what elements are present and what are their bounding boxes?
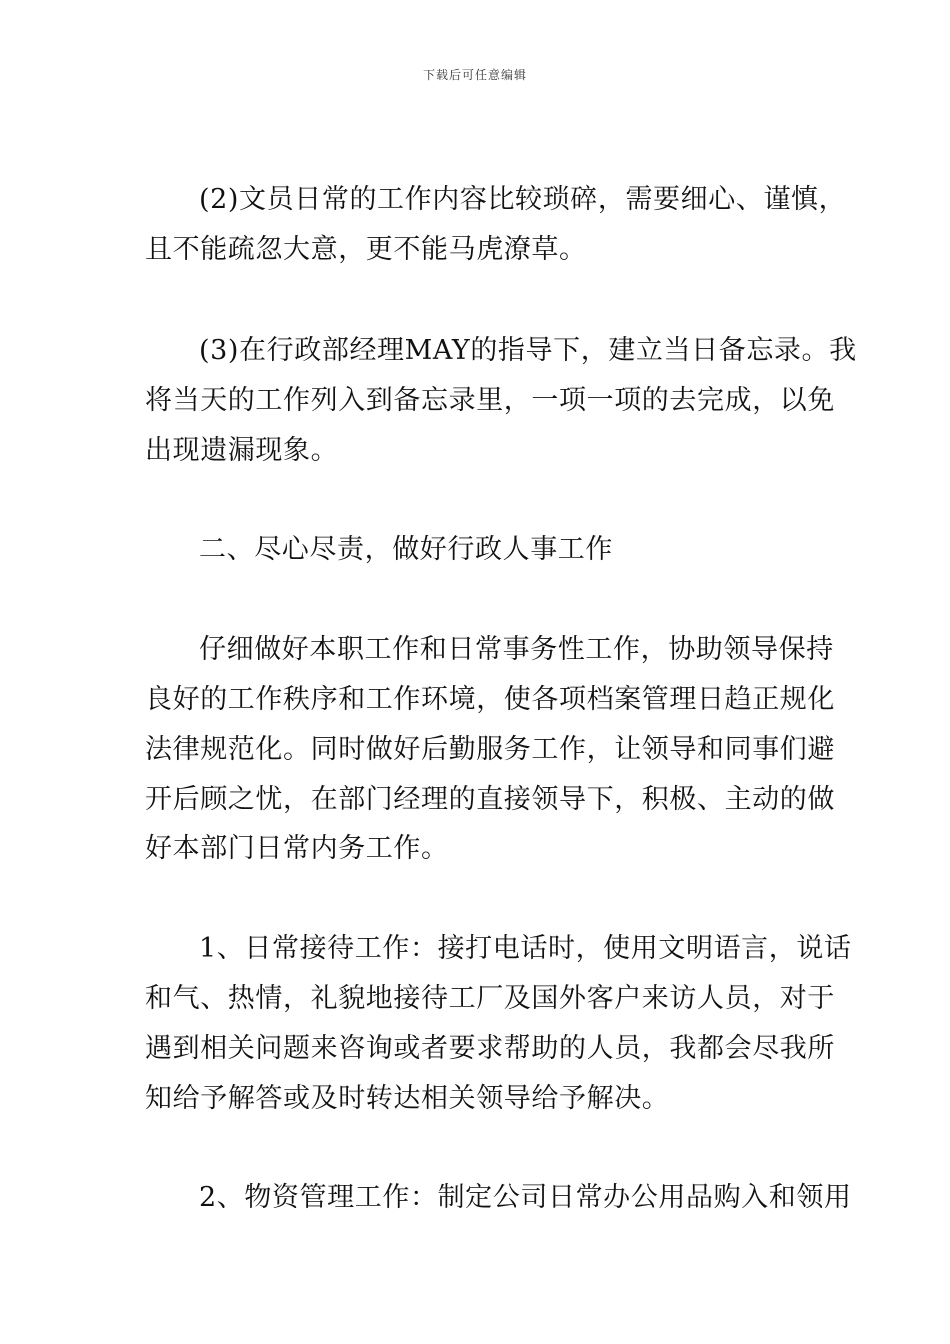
- section-heading: 二、尽心尽责，做好行政人事工作: [199, 534, 613, 565]
- paragraph-4-line-3: 法律规范化。同时做好后勤服务工作，让领导和同事们避: [145, 734, 835, 765]
- paragraph-4-line-1: 仔细做好本职工作和日常事务性工作，协助领导保持: [199, 634, 834, 665]
- paragraph-2-line-2: 将当天的工作列入到备忘录里，一项一项的去完成，以免: [145, 385, 835, 416]
- paragraph-5-line-4: 知给予解答或及时转达相关领导给予解决。: [145, 1083, 670, 1114]
- paragraph-1-line-1: (2)文员日常的工作内容比较琐碎，需要细心、谨慎，: [199, 184, 847, 215]
- paragraph-2-line-3: 出现遗漏现象。: [145, 435, 339, 466]
- paragraph-5-line-1: 1、日常接待工作：接打电话时，使用文明语言，说话: [199, 933, 852, 964]
- paragraph-4-line-5: 好本部门日常内务工作。: [145, 833, 449, 864]
- paragraph-4-line-2: 良好的工作秩序和工作环境，使各项档案管理日趋正规化: [145, 684, 835, 715]
- header-note: 下载后可任意编辑: [422, 68, 527, 82]
- paragraph-5-line-2: 和气、热情，礼貌地接待工厂及国外客户来访人员，对于: [145, 983, 835, 1014]
- paragraph-1-line-2: 且不能疏忽大意，更不能马虎潦草。: [145, 234, 587, 265]
- paragraph-6-line-1: 2、物资管理工作：制定公司日常办公用品购入和领用: [199, 1182, 852, 1213]
- paragraph-5-line-3: 遇到相关问题来咨询或者要求帮助的人员，我都会尽我所: [145, 1033, 835, 1064]
- paragraph-4-line-4: 开后顾之忧，在部门经理的直接领导下，积极、主动的做: [145, 784, 835, 815]
- paragraph-2-line-1: (3)在行政部经理MAY的指导下，建立当日备忘录。我: [199, 335, 857, 366]
